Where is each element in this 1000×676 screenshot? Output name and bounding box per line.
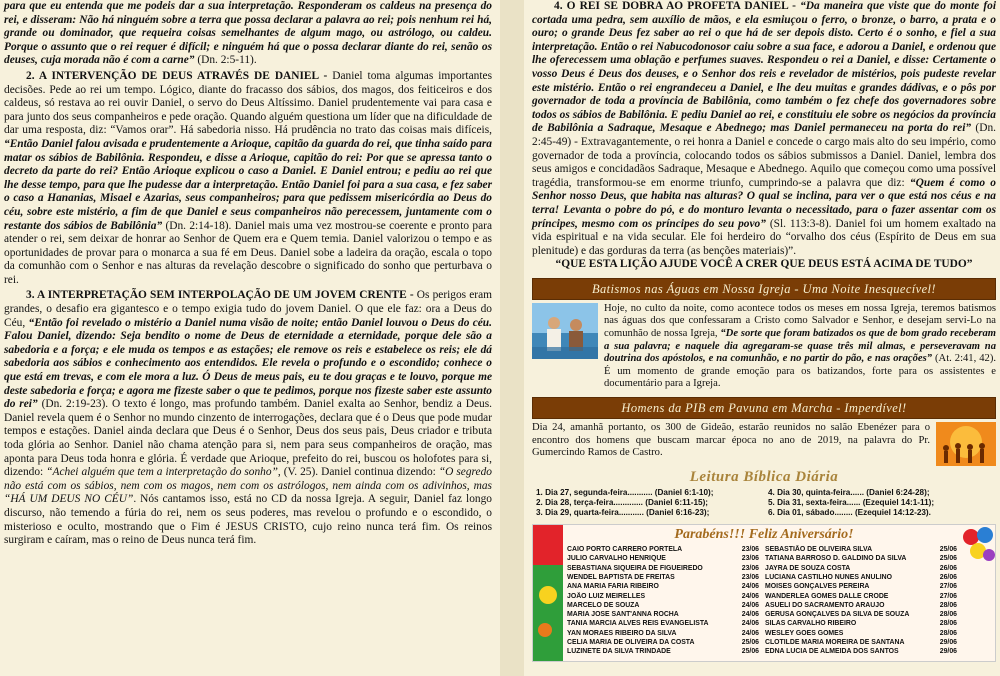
reading-item: 1. Dia 27, segunda-feira........... (Daniel 6:1-10); (536, 488, 714, 498)
birthday-entry: LUZINETE DA SILVA TRINDADE 25/06 (567, 648, 759, 656)
baptism-photo (532, 303, 598, 359)
left-column (4, 0, 492, 676)
birthday-list (567, 545, 957, 657)
birthday-entry: CLOTILDE MARIA MOREIRA DE SANTANA 29/06 (765, 639, 957, 646)
birthday-entry: CELIA MARIA DE OLIVEIRA DA COSTA 25/06 (567, 639, 759, 646)
baptism-box (532, 303, 996, 391)
reading-title: Leitura Bíblica Diária (689, 469, 839, 486)
birthday-entry: JULIO CARVALHO HENRIQUE 23/06 (567, 555, 759, 563)
reading-item: 2. Dia 28, terça-feira............. (Daniel 6:11-15); (536, 498, 709, 508)
reading-list (532, 486, 996, 520)
birthday-entry: ANA MARIA FARIA RIBEIRO 24/06 (567, 583, 759, 591)
birthday-entry: JOÃO LUIZ MEIRELLES 24/06 (567, 592, 759, 600)
birthday-entry: CAIO PORTO CARRERO PORTELA 23/06 (567, 546, 759, 554)
reading-item: 6. Dia 01, sábado........ (Ezequiel 14:12-23). (768, 508, 931, 518)
men-banner: Homens da PIB em Pavuna em Marcha - Imperdível! (532, 397, 996, 419)
reading-item: 4. Dia 30, quinta-feira...... (Daniel 6:24-28); (768, 488, 930, 498)
section-3-title: 3. A INTERPRETAÇÃO SEM INTERPOLAÇÃO DE UM JOVEM CRENTE - (26, 289, 417, 302)
section-2: 2. A INTERVENÇÃO DE DEUS ATRAVÉS DE DANIEL - Daniel toma algumas importantes decisões. Pede ao rei um tempo. Lógico, diante do fracasso dos sábios, dos magos, dos feiticeiros e dos caldeus, só restava ao rei ouvir Daniel, o servo do Deus Altíssimo. Daniel prudentemente vai para casa e para junto dos seus companheiros e pede oração. Quando alguém questiona um líder que na dificuldade de dar uma resposta, diz: “Vamos orar”. Há sabedoria nisso. Há prudência no trato das coisas mais difíceis, “Então Daniel falou avisada e prudentemente a Arioque, capitão da guarda do rei, que tinha saído para matar os sábios de Babilônia. Respondeu, e disse a Arioque, capitão do rei: Por que se apressa tanto o decreto da parte do rei? Então Arioque explicou o caso a Daniel. E Daniel entrou; e pediu ao rei que lhe desse tempo, para que lhe pudesse dar a interpretação. Então Daniel foi para a sua casa, e fez saber o caso a Hananias, Misael e Azarias, seus companheiros; para que pedissem misericórdia ao Deus do céu, sobre este mistério, a fim de que Daniel e seus companheiros não perecessem, juntamente com o restante dos sábios de Babilônia” (Dn. 2:14-18). Daniel mais uma vez mostrou-se coerente e pronto para atender o rei, sem deixar de honrar ao Senhor de Quem era e Quem temia. Daniel valorizou o tempo e as oportunidades de provar para o monarca a sua fé em Deus. Daniel sobe a ladeira da oração, escala o topo da comunhão com o Senhor e nas alturas da revelação descobre o significado do sonho que perturbava o rei. (4, 69, 493, 286)
birthday-column-right (765, 545, 957, 657)
section-3: 3. A INTERPRETAÇÃO SEM INTERPOLAÇÃO DE UM JOVEM CRENTE - Os perigos eram grandes, o desafio era gigantesco e o tempo exigia tudo do jovem Daniel. O que ele faz: ora a Deus do Céu, “Então foi revelado o mistério a Daniel numa visão de noite; então Daniel louvou o Deus do céu. Falou Daniel, dizendo: Seja bendito o nome de Deus de eternidade a eternidade, porque dele são a sabedoria e a força; e ele muda os tempos e as estações; ele remove os reis e estabelece os reis; ele dá sabedoria aos sábios e conhecimento aos entendidos. Ele revela o profundo e o escondido; conhece o que está em trevas, e com ele mora a luz. Ó Deus de meus pais, eu te dou graças e te louvo, porque me deste sabedoria e força; e agora me fizeste saber o que te pedimos, porque nos fizeste saber este assunto do rei” (Dn. 2:19-23). O texto é longo, mas profundo também. Daniel exalta ao Senhor, bendiz a Deus. Daniel revela quem é o Senhor no mundo cinzento de interrogações, declara que é o Deus que pode mudar tempos e estações. Daniel ainda declara que Deus é o Senhor, Deus dos seus pais, Deus criador e tributa toda glória ao Senhor. Daniel não chama atenção para si, nem para seus companheiros de oração, mas aponta para Deus toda honra e glória. É verdade que Arioque, prefeito do rei, buscou os holofotes para si, dizendo: “Achei alguém que tem a interpretação do sonho”, (V. 25). Daniel continua dizendo: “O segredo não está com os sábios, nem com os magos, nem com os astrólogos, nem ainda com os adivinhos, mas “HÁ UM DEUS NO CÉU”. Nós cantamos isso, está no CD da nossa Igreja. A seguir, Daniel faz longo discurso, não temendo a fúria do rei, nem os seus poderes, mas revelou o profundo e o escondido, o misterioso e oculto, mostrando que o Fim é JESUS CRISTO, cujo reino nunca terá fim. Os reinos surgiram e caíram, mas o reino de Deus nunca terá fim. (4, 289, 492, 547)
center-gutter (500, 0, 524, 676)
baptism-text: Hoje, no culto da noite, como acontece todos os meses em nossa Igreja, teremos batismos nas águas dos que confessaram a Cristo como Salvador e Senhor, e desejam servi-Lo na comunhão de nossa Igreja, “De sorte que foram batizados os que de bom grado receberam a sua palavra; e naquele dia agregaram-se quase três mil almas, e perseveravam na doutrina dos apóstolos, e na comunhão, e no partir do pão, e nas orações” (At. 2:41, 42). É um momento de grande emoção para os batizandos, forte para os assistentes e documentário para a Igreja. (604, 302, 997, 390)
birthday-entry: SEBASTIANA SIQUEIRA DE FIGUEIREDO 23/06 (567, 564, 759, 572)
section-4-title: 4. O REI SE DOBRA AO PROFETA DANIEL - (554, 0, 801, 12)
birthday-column-left (567, 545, 759, 657)
birthday-entry: SILAS CARVALHO RIBEIRO 28/06 (765, 620, 957, 628)
birthday-entry: MOISES GONÇALVES PEREIRA 27/06 (765, 583, 957, 591)
birthday-title: Parabéns!!! Feliz Aniversário! (674, 527, 854, 543)
birthday-entry: GERUSA GONÇALVES DA SILVA DE SOUZA 28/06 (765, 611, 957, 619)
birthday-entry: ASUELI DO SACRAMENTO ARAUJO 28/06 (765, 601, 957, 609)
birthday-entry: TANIA MARCIA ALVES REIS EVANGELISTA 24/06 (567, 620, 759, 628)
birthday-entry: EDNA LUCIA DE ALMEIDA DOS SANTOS 29/06 (765, 648, 957, 656)
birthday-entry: MARIA JOSE SANT'ANNA ROCHA 24/06 (567, 611, 759, 619)
birthday-entry: LUCIANA CASTILHO NUNES ANULINO 26/06 (765, 573, 957, 581)
birthday-entry: WENDEL BAPTISTA DE FREITAS 23/06 (567, 573, 759, 581)
birthday-entry: WANDERLEA GOMES DALLE CRODE 27/06 (765, 592, 957, 600)
birthday-entry: SEBASTIÃO DE OLIVEIRA SILVA 25/06 (765, 546, 957, 554)
paragraph-caldeus: para que eu entenda que me podeis dar a sua interpretação. Responderam os caldeus na presença do rei, e disseram: Não há ninguém sobre a terra que possa declarar a palavra ao rei; pois nenhum rei há, grande ou dominador, que requeira coisas semelhantes de algum mago, ou astrólogo, ou caldeu. Porque o assunto que o rei requer é difícil; e ninguém há que o possa declarar diante do rei, senão os deuses, cuja morada não é com a carne” (Dn. 2:5-11). (4, 0, 492, 67)
reading-item: 5. Dia 31, sexta-feira...... (Ezequiel 14:1-11); (768, 498, 935, 508)
men-box (532, 422, 996, 466)
balloons-icon (961, 525, 995, 575)
birthday-entry: YAN MORAES RIBEIRO DA SILVA 24/06 (567, 629, 759, 637)
birthday-box (532, 524, 996, 662)
men-text: Dia 24, amanhã portanto, os 300 de Gideão, estarão reunidos no salão Ebenézer para o encontro dos homens que buscam marcar época no ano de 2019, na palavra do Pr. Gumercindo Ramos de Castro. (532, 422, 930, 459)
men-photo (936, 422, 996, 466)
section-4: 4. O REI SE DOBRA AO PROFETA DANIEL - “Da maneira que viste que do monte foi cortada uma pedra, sem auxílio de mãos, e ela esmiuçou o ferro, o bronze, o barro, a prata e o ouro; o grande Deus fez saber ao rei o que há de ser depois disto. Certo é o sonho, e fiel a sua interpretação. Então o rei Nabucodonosor caiu sobre a sua face, e adorou a Daniel, e ordenou que lhe oferecessem uma oblação e perfumes suaves. Respondeu o rei a Daniel, e disse: Certamente o vosso Deus é Deus dos deuses, e o Senhor dos reis e revelador de mistérios, pois pudeste revelar este mistério. Então o rei engrandeceu a Daniel, e lhe deu muitas e grandes dádivas, e o pôs por governador de toda a província de Babilônia, como também o fez chefe dos governadores sobre todos os sábios de Babilônia. E pediu Daniel ao rei, e constituiu ele sobre os negócios da província de Babilônia a Sadraque, Mesaque e Abednego; mas Daniel permaneceu na porta do rei” (Dn. 2:45-49) - Extravagantemente, o rei honra a Daniel e concede o cargo mais alto do seu império, como governador de toda a província, colocando todos os sábios submissos a Daniel. Daniel, lembra dos seus amigos e concidadãos Sadraque, Mesaque e Abednego. Aquilo que começou como uma possível tragédia, transformou-se em enorme triunfo, cumprindo-se a palavra que diz: “Quem é como o Senhor nosso Deus, que habita nas alturas? O qual se inclina, para ver o que está nos céus e na terra! Levanta o pobre do pó, e do monturo levanta o necessitado, para o fazer assentar com os príncipes, mesmo com os príncipes do seu povo” (Sl. 113:3-8). Daniel foi um homem exaltado na vida espiritual e na vida secular. Ele foi herdeiro do “orvalho dos céus (Espírito de Deus em sua plenitude) e das gorduras da terra (as benções materiais)”. (532, 0, 997, 257)
birthday-entry: JAYRA DE SOUZA COSTA 26/06 (765, 564, 957, 572)
baptism-banner: Batismos nas Águas em Nossa Igreja - Uma Noite Inesquecível! (532, 278, 996, 300)
birthday-entry: TATIANA BARROSO D. GALDINO DA SILVA 25/06 (765, 555, 957, 563)
right-column (532, 0, 996, 676)
birthday-entry: MARCELO DE SOUZA 24/06 (567, 601, 759, 609)
reading-item: 3. Dia 29, quarta-feira........... (Daniel 6:16-23); (536, 508, 710, 518)
closing-statement: “QUE ESTA LIÇÃO AJUDE VOCÊ A CRER QUE DEUS ESTÁ ACIMA DE TUDO” (555, 258, 973, 271)
decor-left-icon (533, 525, 563, 661)
birthday-entry: WESLEY GOES GOMES 28/06 (765, 629, 957, 637)
section-2-title: 2. A INTERVENÇÃO DE DEUS ATRAVÉS DE DANIEL - (26, 69, 333, 82)
